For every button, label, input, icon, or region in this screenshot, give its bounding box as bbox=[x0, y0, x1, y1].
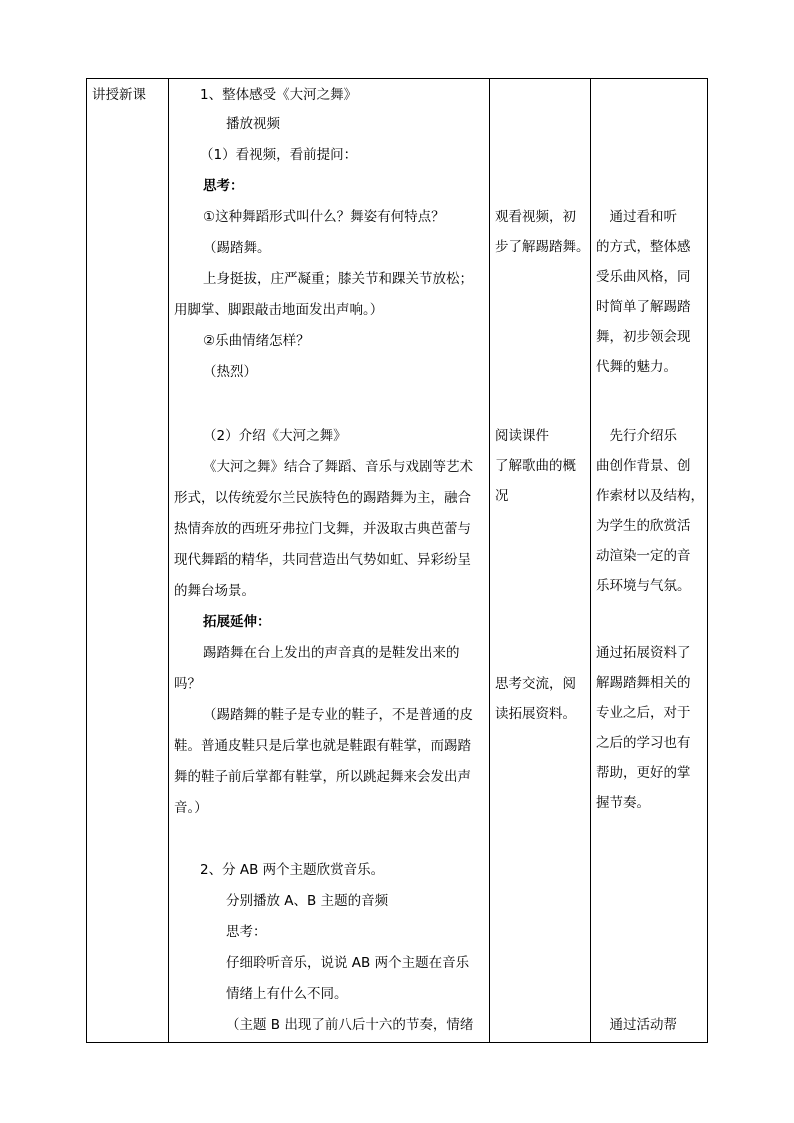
content-line: （踢踏舞。 bbox=[203, 240, 271, 256]
content-line: ②乐曲情绪怎样？ bbox=[203, 333, 310, 349]
student-activity-text bbox=[495, 202, 591, 262]
design-intent-text bbox=[596, 638, 704, 818]
content-line: （2）介绍《大河之舞》 bbox=[203, 428, 347, 444]
design-intent-text-line: 通过看和听 bbox=[596, 209, 677, 225]
content-line: ①这种舞蹈形式叫什么？舞姿有何特点？ bbox=[203, 209, 445, 225]
table-divider-2 bbox=[489, 78, 490, 1043]
design-intent-text bbox=[596, 202, 704, 382]
content-line: 音。） bbox=[174, 800, 208, 816]
content-line: 仔细聆听音乐，说说 AB 两个主题在音乐 bbox=[226, 955, 470, 971]
section-label: 讲授新课 bbox=[92, 87, 146, 103]
student-activity-text bbox=[495, 669, 591, 729]
design-intent-text bbox=[596, 421, 704, 601]
content-heading: 拓展延伸： bbox=[203, 614, 271, 630]
design-intent-text-line: 通过活动帮 bbox=[596, 1017, 677, 1033]
content-line: 踢踏舞在台上发出的声音真的是鞋发出来的 bbox=[203, 645, 460, 661]
design-intent-text-line: 握节奏。 bbox=[596, 795, 650, 811]
content-line: 分别播放 A、B 主题的音频 bbox=[226, 893, 389, 909]
design-intent-text-line: 帮助，更好的掌 bbox=[596, 765, 691, 781]
design-intent-text-line: 通过拓展资料了 bbox=[596, 645, 691, 661]
table-top-border bbox=[86, 78, 708, 79]
content-line: （主题 B 出现了前八后十六的节奏，情绪 bbox=[226, 1017, 474, 1033]
content-line: 吗？ bbox=[174, 676, 201, 692]
design-intent-text-line: 动渲染一定的音 bbox=[596, 548, 691, 564]
design-intent-text-line: 作索材以及结构， bbox=[596, 488, 704, 504]
design-intent-text-line: 为学生的欣赏活 bbox=[596, 518, 691, 534]
student-activity-text-line: 读拓展资料。 bbox=[495, 706, 576, 722]
design-intent-text-line: 代舞的魅力。 bbox=[596, 359, 677, 375]
design-intent-text-line: 舞，初步领会现 bbox=[596, 329, 691, 345]
content-line: 2、分 AB 两个主题欣赏音乐。 bbox=[200, 862, 385, 878]
content-line: （热烈） bbox=[203, 364, 257, 380]
design-intent-text-line: 曲创作背景、创 bbox=[596, 458, 691, 474]
student-activity-text-line: 况 bbox=[495, 488, 509, 504]
design-intent-text-line: 时简单了解踢踏 bbox=[596, 299, 691, 315]
student-activity-text-line: 步了解踢踏舞。 bbox=[495, 239, 590, 255]
student-activity-text-line: 观看视频，初 bbox=[495, 209, 576, 225]
table-bottom-border bbox=[86, 1042, 708, 1043]
content-line: 的舞台场景。 bbox=[174, 583, 255, 599]
content-line: 上身挺拔，庄严凝重；膝关节和踝关节放松； bbox=[203, 271, 473, 287]
design-intent-text-line: 解踢踏舞相关的 bbox=[596, 675, 691, 691]
table-border-left bbox=[86, 78, 87, 1043]
content-line: 用脚掌、脚跟敲击地面发出声响。） bbox=[174, 302, 384, 318]
content-line: 形式，以传统爱尔兰民族特色的踢踏舞为主，融合 bbox=[174, 490, 471, 506]
content-line: 舞的鞋子前后掌都有鞋掌，所以跳起舞来会发出声 bbox=[174, 769, 471, 785]
student-activity-text-line: 了解歌曲的概 bbox=[495, 458, 576, 474]
content-line: （1）看视频，看前提问： bbox=[200, 147, 358, 163]
design-intent-text-line: 的方式，整体感 bbox=[596, 239, 691, 255]
design-intent-text-line: 受乐曲风格，同 bbox=[596, 269, 691, 285]
student-activity-text-line: 思考交流，阅 bbox=[495, 676, 576, 692]
content-line: 现代舞蹈的精华，共同营造出气势如虹、异彩纷呈 bbox=[174, 552, 471, 568]
content-line: 鞋。普通皮鞋只是后掌也就是鞋跟有鞋掌，而踢踏 bbox=[174, 738, 471, 754]
design-intent-text-line: 先行介绍乐 bbox=[596, 428, 677, 444]
table-divider-1 bbox=[168, 78, 169, 1043]
content-line: 情绪上有什么不同。 bbox=[226, 986, 348, 1002]
content-line: 思考： bbox=[226, 924, 267, 940]
content-line: 热情奔放的西班牙弗拉门戈舞，并汲取古典芭蕾与 bbox=[174, 521, 471, 537]
design-intent-text-line: 乐环境与气氛。 bbox=[596, 578, 691, 594]
student-activity-text-line: 阅读课件 bbox=[495, 428, 549, 444]
table-border-right bbox=[707, 78, 708, 1043]
design-intent-text-line: 专业之后，对于 bbox=[596, 705, 691, 721]
content-line: 《大河之舞》结合了舞蹈、音乐与戏剧等艺术 bbox=[203, 459, 473, 475]
design-intent-text-line: 之后的学习也有 bbox=[596, 735, 691, 751]
content-line: 播放视频 bbox=[226, 116, 280, 132]
content-line: （踢踏舞的鞋子是专业的鞋子，不是普通的皮 bbox=[203, 707, 473, 723]
content-heading: 思考： bbox=[203, 178, 244, 194]
design-intent-text bbox=[596, 1010, 704, 1040]
content-line: 1、整体感受《大河之舞》 bbox=[200, 87, 358, 103]
student-activity-text bbox=[495, 421, 591, 511]
